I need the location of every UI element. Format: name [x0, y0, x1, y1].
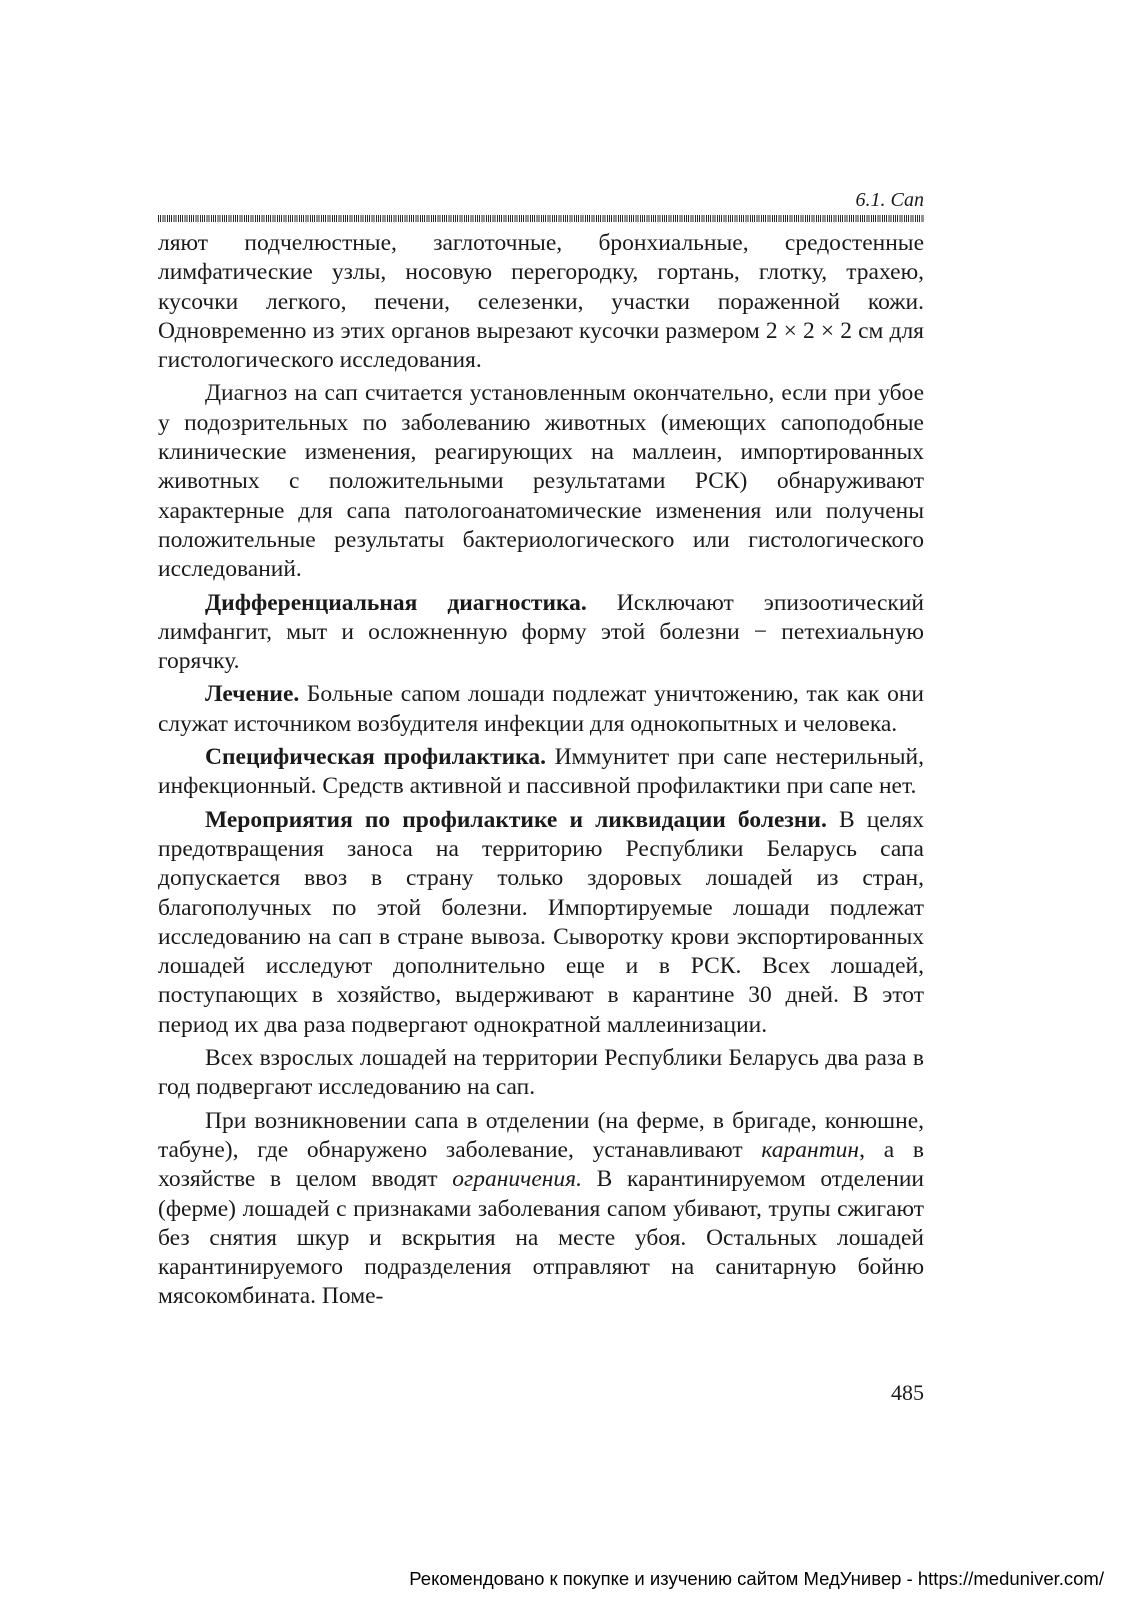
text-quarantine-part2: , а в хозяйстве в целом вводят	[158, 1136, 924, 1193]
running-header: 6.1. Сап	[855, 189, 924, 211]
heading-specific-prophylaxis: Специфическая профилактика.	[205, 744, 546, 771]
text-differential-diagnosis: Исключают эпизоотический лимфангит, мыт и осложненную форму этой болезни − петехиальную горячку.	[158, 589, 924, 675]
paragraph-quarantine	[158, 1107, 924, 1312]
text-specific-prophylaxis: Иммунитет при сапе нестерильный, инфекционный. Средств активной и пассивной профилактики при сапе нет.	[158, 744, 924, 800]
heading-treatment: Лечение.	[205, 681, 300, 708]
paragraph-diagnosis: Диагноз на сап считается установленным окончательно, если при убое у подозрительных по заболеванию животных (имеющих сапоподобные клинические изменения, реагирующих на маллеин, импортированных животных с положительными результатами РСК) обнаруживают характерные для сапа патологоанатомические изменения или получены положительные результаты бактериологического или гистологического исследований.	[158, 380, 924, 583]
term-quarantine: карантин	[761, 1136, 860, 1163]
paragraph-differential-diagnosis	[158, 589, 924, 677]
page-number: 485	[891, 1380, 924, 1405]
paragraph-continuation: ляют подчелюстные, заглоточные, бронхиальные, средостенные лимфатические узлы, носовую перегородку, гортань, глотку, трахею, кусочки легкого, печени, селезенки, участки пораженной кожи. Одновременно из этих органов вырезают кусочки размером 2 × 2 × 2 см для гистологического исследования.	[158, 230, 924, 374]
text-quarantine-part3: В карантинируемом отделении (ферме) лошадей с признаками заболевания сапом убивают, трупы сжигают без снятия шкур и вскрытия на месте убоя. Остальных лошадей карантинируемого подразделения отправляют на санитарную бойню мясокомбината. Поме-	[158, 1166, 924, 1310]
text-quarantine-part1: При возникновении сапа в отделении (на ферме, в бригаде, конюшне, табуне), где обнаружено заболевание, устанавливают	[158, 1107, 924, 1163]
header-rule	[158, 215, 924, 222]
text-treatment: Больные сапом лошади подлежат уничтожению, так как они служат источником возбудителя инфекции для однокопытных и человека.	[158, 681, 924, 737]
paragraph-specific-prophylaxis	[158, 743, 924, 802]
paragraph-annual-testing: Всех взрослых лошадей на территории Республики Беларусь два раза в год подвергают исследованию на сап.	[158, 1045, 924, 1101]
paragraph-prevention-measures	[158, 806, 924, 1040]
heading-differential-diagnosis: Дифференциальная диагностика.	[205, 589, 587, 616]
watermark-text: Рекомендовано к покупке и изучению сайтом МедУнивер - https://meduniver.com/	[409, 1568, 1104, 1589]
heading-prevention-measures: Мероприятия по профилактике и ликвидации болезни.	[205, 806, 827, 833]
text-prevention-measures: В целях предотвращения заноса на территорию Республики Беларусь сапа допускается ввоз в страну только здоровых лошадей из стран, благополучных по этой болезни. Импортируемые лошади подлежат исследованию на сап в стране вывоза. Сыворотку крови экспортированных лошадей исследуют дополнительно еще и в РСК. Всех лошадей, поступающих в хозяйство, выдерживают в карантине 30 дней. В этот период их два раза подвергают однократной маллеинизации.	[158, 806, 924, 1038]
paragraph-treatment	[158, 680, 924, 739]
term-restrictions: ограничения.	[452, 1166, 582, 1193]
page-body	[158, 229, 924, 1316]
